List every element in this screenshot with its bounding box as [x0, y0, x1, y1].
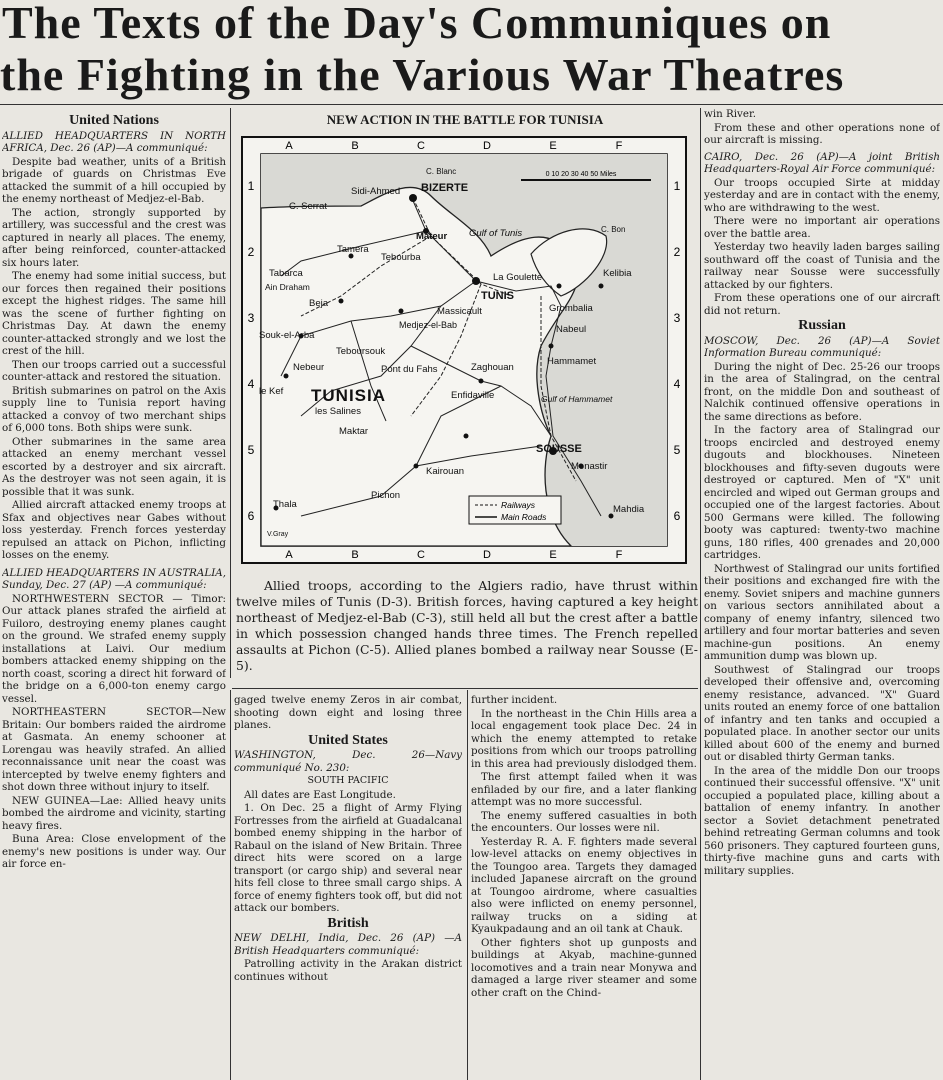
place-label: le Kef: [259, 386, 284, 397]
grid-number: 3: [247, 311, 255, 325]
place-label: Gulf of Tunis: [469, 228, 523, 239]
grid-number: 5: [247, 443, 255, 457]
column-rule-1: [230, 108, 231, 678]
section-heading-british: British: [327, 915, 369, 931]
paragraph: NEW GUINEA—Lae: Allied heavy units bombed the airdrome and vicinity, starting heavy fires.: [2, 794, 226, 832]
place-label: Kelibia: [603, 268, 632, 279]
place-label: Tabarca: [269, 268, 303, 279]
paragraph: further incident.: [471, 694, 558, 706]
paragraph: From these operations one of our aircraft did not return.: [704, 292, 940, 317]
column-rule-2: [230, 690, 231, 1080]
section-heading-united-states: United States: [308, 732, 388, 748]
place-label: Nebeur: [293, 362, 325, 373]
grid-letter: B: [351, 140, 359, 152]
place-label: les Salines: [315, 406, 361, 417]
place-label: Medjez-el-Bab: [399, 320, 458, 330]
column-rule-4: [700, 108, 701, 1080]
dateline-washington: WASHINGTON, Dec. 26—Navy communiqué No. 230:: [234, 749, 462, 774]
paragraph: Yesterday two heavily laden barges sailing southward off the coast of Tunisia and the railway near Sousse were successfully attacked by our fighters.: [704, 241, 940, 291]
grid-letter: A: [285, 140, 293, 152]
map-box-bottom-rule: [232, 688, 698, 689]
map-legend: [469, 496, 561, 524]
grid-letter: D: [483, 140, 491, 152]
grid-letter: C: [417, 140, 425, 152]
grid-letter: F: [615, 140, 623, 152]
grid-letter: C: [417, 549, 425, 561]
place-label: C. Serrat: [289, 201, 328, 212]
paragraph: gaged twelve enemy Zeros in air combat, shooting down eight and losing three planes.: [234, 694, 462, 731]
place-label: Pichon: [371, 490, 401, 501]
column-cairo-russian: [704, 108, 940, 1080]
place-label: Tamera: [337, 244, 369, 255]
paragraph: During the night of Dec. 25-26 our troops in the area of Stalingrad, on the central front, on the middle Don and southeast of Nalchik continued offensive operations in the same directions as before.: [704, 360, 940, 423]
tunisia-map: [241, 136, 687, 564]
headline-line-1: The Texts of the Day's Communiques on: [2, 0, 832, 48]
place-label: Sidi-Ahmed: [351, 186, 401, 197]
paragraph: British submarines on patrol on the Axis supply line to Tunisia report having attacked a convoy of two merchant ships of 6,000 tons. Both ships were sunk.: [2, 384, 226, 434]
paragraph: Other submarines in the same area attacked an enemy merchant vessel escorted by a destroyer and six aircraft. As the destroyer was not seen again, it is possible that it was sunk.: [2, 435, 226, 498]
legend-label: Railways: [501, 500, 536, 510]
paragraph: In the factory area of Stalingrad our troops encircled and destroyed enemy dugouts and blockhouses. Nineteen blockhouses and fifty-seven dugouts were destroyed or captured. Men of "X" unit encircled and wiped out German groups and occupied one of the largest factories. About 500 Germans were killed. The following booty was captured: twenty-two machine guns, 180 rifles, 400 grenades and 20,000 cartridges.: [704, 424, 940, 561]
column-united-states: [234, 694, 462, 1080]
paragraph: Our troops occupied Sirte at midday yesterday and are in contact with the enemy, who are withdrawing to the west.: [704, 176, 940, 214]
grid-number: 2: [673, 245, 681, 259]
subhead-south-pacific: SOUTH PACIFIC: [307, 775, 389, 786]
paragraph: The action, strongly supported by artillery, was successful and the crest was captured in nearly all places. The enemy, after being reinforced, counter-attacked six hours later.: [2, 206, 226, 269]
column-rule-3: [467, 690, 468, 1080]
dateline-new-delhi: NEW DELHI, India, Dec. 26 (AP) —A British Headquarters communiqué:: [234, 932, 462, 957]
scale-label: 0 10 20 30 40 50 Miles: [545, 171, 617, 178]
grid-number: 4: [247, 377, 255, 391]
grid-letter: E: [549, 549, 557, 561]
grid-number: 1: [673, 179, 681, 193]
dateline-cairo: CAIRO, Dec. 26 (AP)—A joint British Headquarters-Royal Air Force communiqué:: [704, 150, 940, 175]
paragraph: Patrolling activity in the Arakan district continues without: [234, 958, 462, 983]
place-label: Mahdia: [613, 504, 645, 515]
paragraph: The enemy suffered casualties in both the encounters. Our losses were nil.: [471, 809, 697, 834]
place-label: Pont du Fahs: [381, 364, 438, 375]
column-burma: [471, 694, 697, 1080]
place-label: Thala: [273, 499, 297, 510]
place-label: Nabeul: [556, 324, 587, 335]
grid-letter: F: [615, 549, 623, 561]
grid-letter: E: [549, 140, 557, 152]
paragraph: Buna Area: Close envelopment of the enemy's new positions is under way. Our air force en-: [2, 833, 226, 870]
grid-number: 2: [247, 245, 255, 259]
paragraph: Northwest of Stalingrad our units fortified their positions and exchanged fire with the enemy. Soviet snipers and machine gunners on various sectors annihilated about a company of enemy infantry, silenced two artillery and four mortar batteries and seven machine-gun positions. An enemy ammunition dump was blown up.: [704, 562, 940, 662]
place-label: TUNIS: [481, 290, 514, 302]
paragraph: From these and other operations none of our aircraft is missing.: [704, 121, 940, 146]
map-title: NEW ACTION IN THE BATTLE FOR TUNISIA: [326, 112, 604, 127]
grid-number: 4: [673, 377, 681, 391]
place-label: Zaghouan: [471, 362, 514, 373]
place-label: SOUSSE: [536, 443, 582, 455]
paragraph: Other fighters shot up gunposts and buildings at Akyab, machine-gunned locomotives and a train near Monywa and damaged a large river steamer and some other craft on the Chind-: [471, 936, 697, 999]
place-label: Massicault: [437, 306, 482, 317]
section-heading-russian: Russian: [798, 318, 846, 333]
paragraph: Despite bad weather, units of a British brigade of guards on Christmas Eve attacked the summit of a hill occupied by the enemy northeast of Medjez-el-Bab.: [2, 155, 226, 205]
country-label: TUNISIA: [311, 386, 386, 405]
paragraph: win River.: [704, 108, 757, 120]
paragraph: The first attempt failed when it was enfiladed by our fire, and a later flanking attempt was no more successful.: [471, 771, 697, 808]
place-label: C. Blanc: [426, 167, 457, 176]
place-label: Gulf of Hammamet: [541, 394, 613, 404]
dateline-moscow: MOSCOW, Dec. 26 (AP)—A Soviet Information Bureau communiqué:: [704, 334, 940, 359]
grid-number: 5: [673, 443, 681, 457]
paragraph: In the area of the middle Don our troops continued their successful offensive. "X" unit occupied a populated place, killing about a battalion of enemy infantry. In another sector a Soviet detachment penetrated behind retreating German columns and took 560 prisoners. They captured fourteen guns, thirty-five machine guns and carts with military supplies.: [704, 764, 940, 877]
place-label: Beja: [309, 298, 329, 309]
place-label: Teboursouk: [336, 346, 386, 357]
paragraph: All dates are East Longitude.: [244, 788, 396, 801]
paragraph: Yesterday R. A. F. fighters made several low-level attacks on enemy objectives in the Toungoo area. Targets they damaged included Japanese aircraft on the ground at Toungoo airdrome, where casualties also were inflicted on enemy personnel, railway trucks on a siding at Kyaukpadaung and an oil tank at Chauk.: [471, 835, 697, 935]
place-label: Mateur: [416, 231, 448, 242]
column-united-nations: [2, 112, 226, 1080]
place-label: Souk-el-Arba: [259, 330, 315, 341]
paragraph: NORTHEASTERN SECTOR—New Britain: Our bombers raided the airdrome at Gasmata. An enemy schooner at Lorengau was heavily strafed. An allied reconnaissance unit near the coast was intercepted by twelve enemy fighters and shot down three without injury to itself.: [2, 706, 226, 793]
paragraph: The enemy had some initial success, but our forces then regained their positions except the highest ridges. The same hill was the scene of further fighting on Christmas Day. At dawn the enemy counter-attacked strongly and we lost the crest of the hill.: [2, 270, 226, 357]
grid-number: 1: [247, 179, 255, 193]
grid-letter: B: [351, 549, 359, 561]
paragraph: There were no important air operations over the battle area.: [704, 215, 940, 240]
section-heading-united-nations: United Nations: [69, 113, 159, 128]
paragraph: Southwest of Stalingrad our troops developed their offensive and, overcoming enemy resistance, advanced. "X" Guard units routed an enemy force of one battalion of infantry and ten tanks and occupied a populated place. In another sector our units killed about 600 of the enemy and burned out or disabled thirty German tanks.: [704, 663, 940, 763]
grid-number: 6: [247, 509, 255, 523]
headline-rule: [0, 104, 943, 105]
place-label: Enfidaville: [451, 390, 495, 401]
grid-number: 6: [673, 509, 681, 523]
paragraph: In the northeast in the Chin Hills area a local engagement took place Dec. 24 in which the enemy attempted to retake positions from which our troops patrolling in this area had previously dislodged them.: [471, 707, 697, 770]
place-label: Tebourba: [381, 252, 421, 263]
place-label: Hammamet: [547, 356, 597, 367]
map-caption: Allied troops, according to the Algiers radio, have thrust within twelve miles of Tunis (D-3). British forces, having captured a key height northeast of Medjez-el-Bab (C-3), still held all but the crest after a battle in which possession changed hands three times. The French repelled assaults at Pichon (C-5). Allied planes bombed a railway near Sousse (E-5).: [236, 578, 698, 673]
place-label: La Goulette: [493, 272, 543, 283]
grid-letter: D: [483, 549, 491, 561]
place-label: Kairouan: [426, 466, 465, 477]
paragraph: NORTHWESTERN SECTOR — Timor: Our attack planes strafed the airfield at Fuiloro, destroying enemy planes caught on the ground. We strafed enemy supply installations at Laivi. Our medium bombers attacked enemy shipping on the north coast, scoring a direct hit forward of the bridge on a 6,000-ton enemy cargo vessel.: [2, 592, 226, 705]
place-label: Grombalia: [549, 303, 593, 314]
paragraph: 1. On Dec. 25 a flight of Army Flying Fortresses from the airfield at Guadalcanal bombed enemy shipping in the harbor of Rabaul on the island of New Britain. Three direct hits were scored on a large transport (or cargo ship) and several near hits fell close to three small cargo ships. A force of enemy fighters took off, but did not attack our bombers.: [234, 802, 462, 914]
legend-label: Main Roads: [501, 512, 547, 522]
map-credit: V.Gray: [267, 531, 289, 538]
place-label: BIZERTE: [421, 182, 469, 194]
paragraph: Then our troops carried out a successful counter-attack and restored the situation.: [2, 358, 226, 383]
place-label: Monastir: [571, 461, 608, 472]
grid-number: 3: [673, 311, 681, 325]
headline-line-2: the Fighting in the Various War Theatres: [0, 49, 845, 100]
grid-letter: A: [285, 549, 293, 561]
dateline-north-africa: ALLIED HEADQUARTERS IN NORTH AFRICA, Dec. 26 (AP)—A communiqué:: [2, 129, 226, 154]
place-label: C. Bon: [601, 225, 626, 234]
place-label: Ain Draham: [265, 282, 310, 292]
place-label: Maktar: [339, 426, 369, 437]
dateline-australia: ALLIED HEADQUARTERS IN AUSTRALIA, Sunday, Dec. 27 (AP) —A communiqué:: [2, 566, 226, 591]
paragraph: Allied aircraft attacked enemy troops at Sfax and objectives near Gabes without loss yesterday. French forces yesterday repulsed an attack on Pichon, inflicting losses on the enemy.: [2, 499, 226, 561]
